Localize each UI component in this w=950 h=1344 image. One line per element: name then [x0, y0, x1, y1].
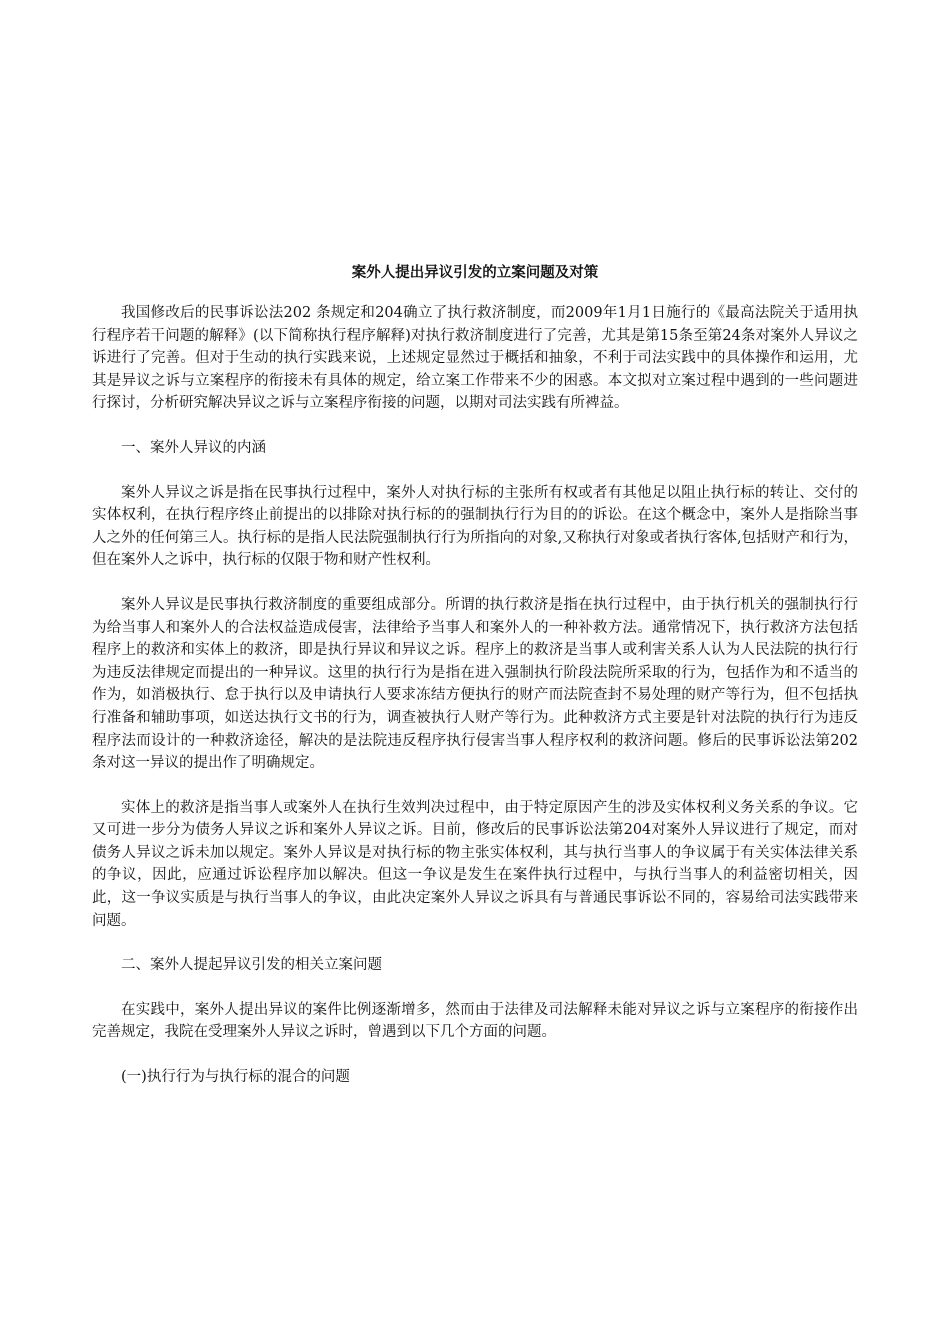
section-heading-2: 二、案外人提起异议引发的相关立案问题	[121, 957, 382, 974]
paragraph-definition: 案外人异议之诉是指在民事执行过程中，案外人对执行标的主张所有权或者有其他足以阻止执行标的转让、交付的实体权利，在执行程序终止前提出的以排除对执行标的的强制执行行为目的的诉讼。在这个概念中，案外人是指除当事人之外的任何第三人。执行标的是指人民法院强制执行行为所指向的对象,又称执行对象或者执行客体,包括财产和行为，但在案外人之诉中，执行标的仅限于物和财产性权利。	[92, 484, 858, 569]
paragraph-substantive-remedy: 实体上的救济是指当事人或案外人在执行生效判决过程中，由于特定原因产生的涉及实体权利义务关系的争议。它又可进一步分为债务人异议之诉和案外人异议之诉。目前，修改后的民事诉讼法第204对案外人异议进行了规定，而对债务人异议之诉未加以规定。案外人异议是对执行标的物主张实体权利，其与执行当事人的争议属于有关实体法律关系的争议，因此，应通过诉讼程序加以解决。但这一争议是发生在案件执行过程中，与执行当事人的利益密切相关，因此，这一争议实质是与执行当事人的争议，由此决定案外人异议之诉具有与普通民事诉讼不同的，容易给司法实践带来问题。	[92, 799, 858, 929]
subsection-heading-1: (一)执行行为与执行标的混合的问题	[121, 1069, 350, 1086]
paragraph-practice: 在实践中，案外人提出异议的案件比例逐渐增多，然而由于法律及司法解释未能对异议之诉与立案程序的衔接作出完善规定，我院在受理案外人异议之诉时，曾遇到以下几个方面的问题。	[92, 1001, 858, 1041]
paragraph-remedy: 案外人异议是民事执行救济制度的重要组成部分。所谓的执行救济是指在执行过程中，由于执行机关的强制执行行为给当事人和案外人的合法权益造成侵害，法律给予当事人和案外人的一种补救方法。通常情况下，执行救济方法包括程序上的救济和实体上的救济，即是执行异议和异议之诉。程序上的救济是当事人或利害关系人认为人民法院的执行行为违反法律规定而提出的一种异议。这里的执行行为是指在进入强制执行阶段法院所采取的行为，包括作为和不适当的作为，如消极执行、怠于执行以及申请执行人要求冻结方便执行的财产而法院查封不易处理的财产等行为，但不包括执行准备和辅助事项，如送达执行文书的行为，调查被执行人财产等行为。此种救济方式主要是针对法院的执行行为违反程序法而设计的一种救济途径，解决的是法院违反程序执行侵害当事人程序权利的救济问题。修后的民事诉讼法第202条对这一异议的提出作了明确规定。	[92, 596, 858, 772]
document-page	[92, 262, 858, 1111]
paragraph-intro: 我国修改后的民事诉讼法202 条规定和204确立了执行救济制度，而2009年1月1日施行的《最高法院关于适用执行程序若干问题的解释》(以下简称执行程序解释)对执行救济制度进行了完善，尤其是第15条至第24条对案外人异议之诉进行了完善。但对于生动的执行实践来说，上述规定显然过于概括和抽象，不利于司法实践中的具体操作和运用，尤其是异议之诉与立案程序的衔接未有具体的规定，给立案工作带来不少的困惑。本文拟对立案过程中遇到的一些问题进行探讨，分析研究解决异议之诉与立案程序衔接的问题，以期对司法实践有所裨益。	[92, 305, 858, 412]
section-heading-1: 一、案外人异议的内涵	[121, 439, 266, 456]
document-title: 案外人提出异议引发的立案问题及对策	[351, 265, 599, 281]
